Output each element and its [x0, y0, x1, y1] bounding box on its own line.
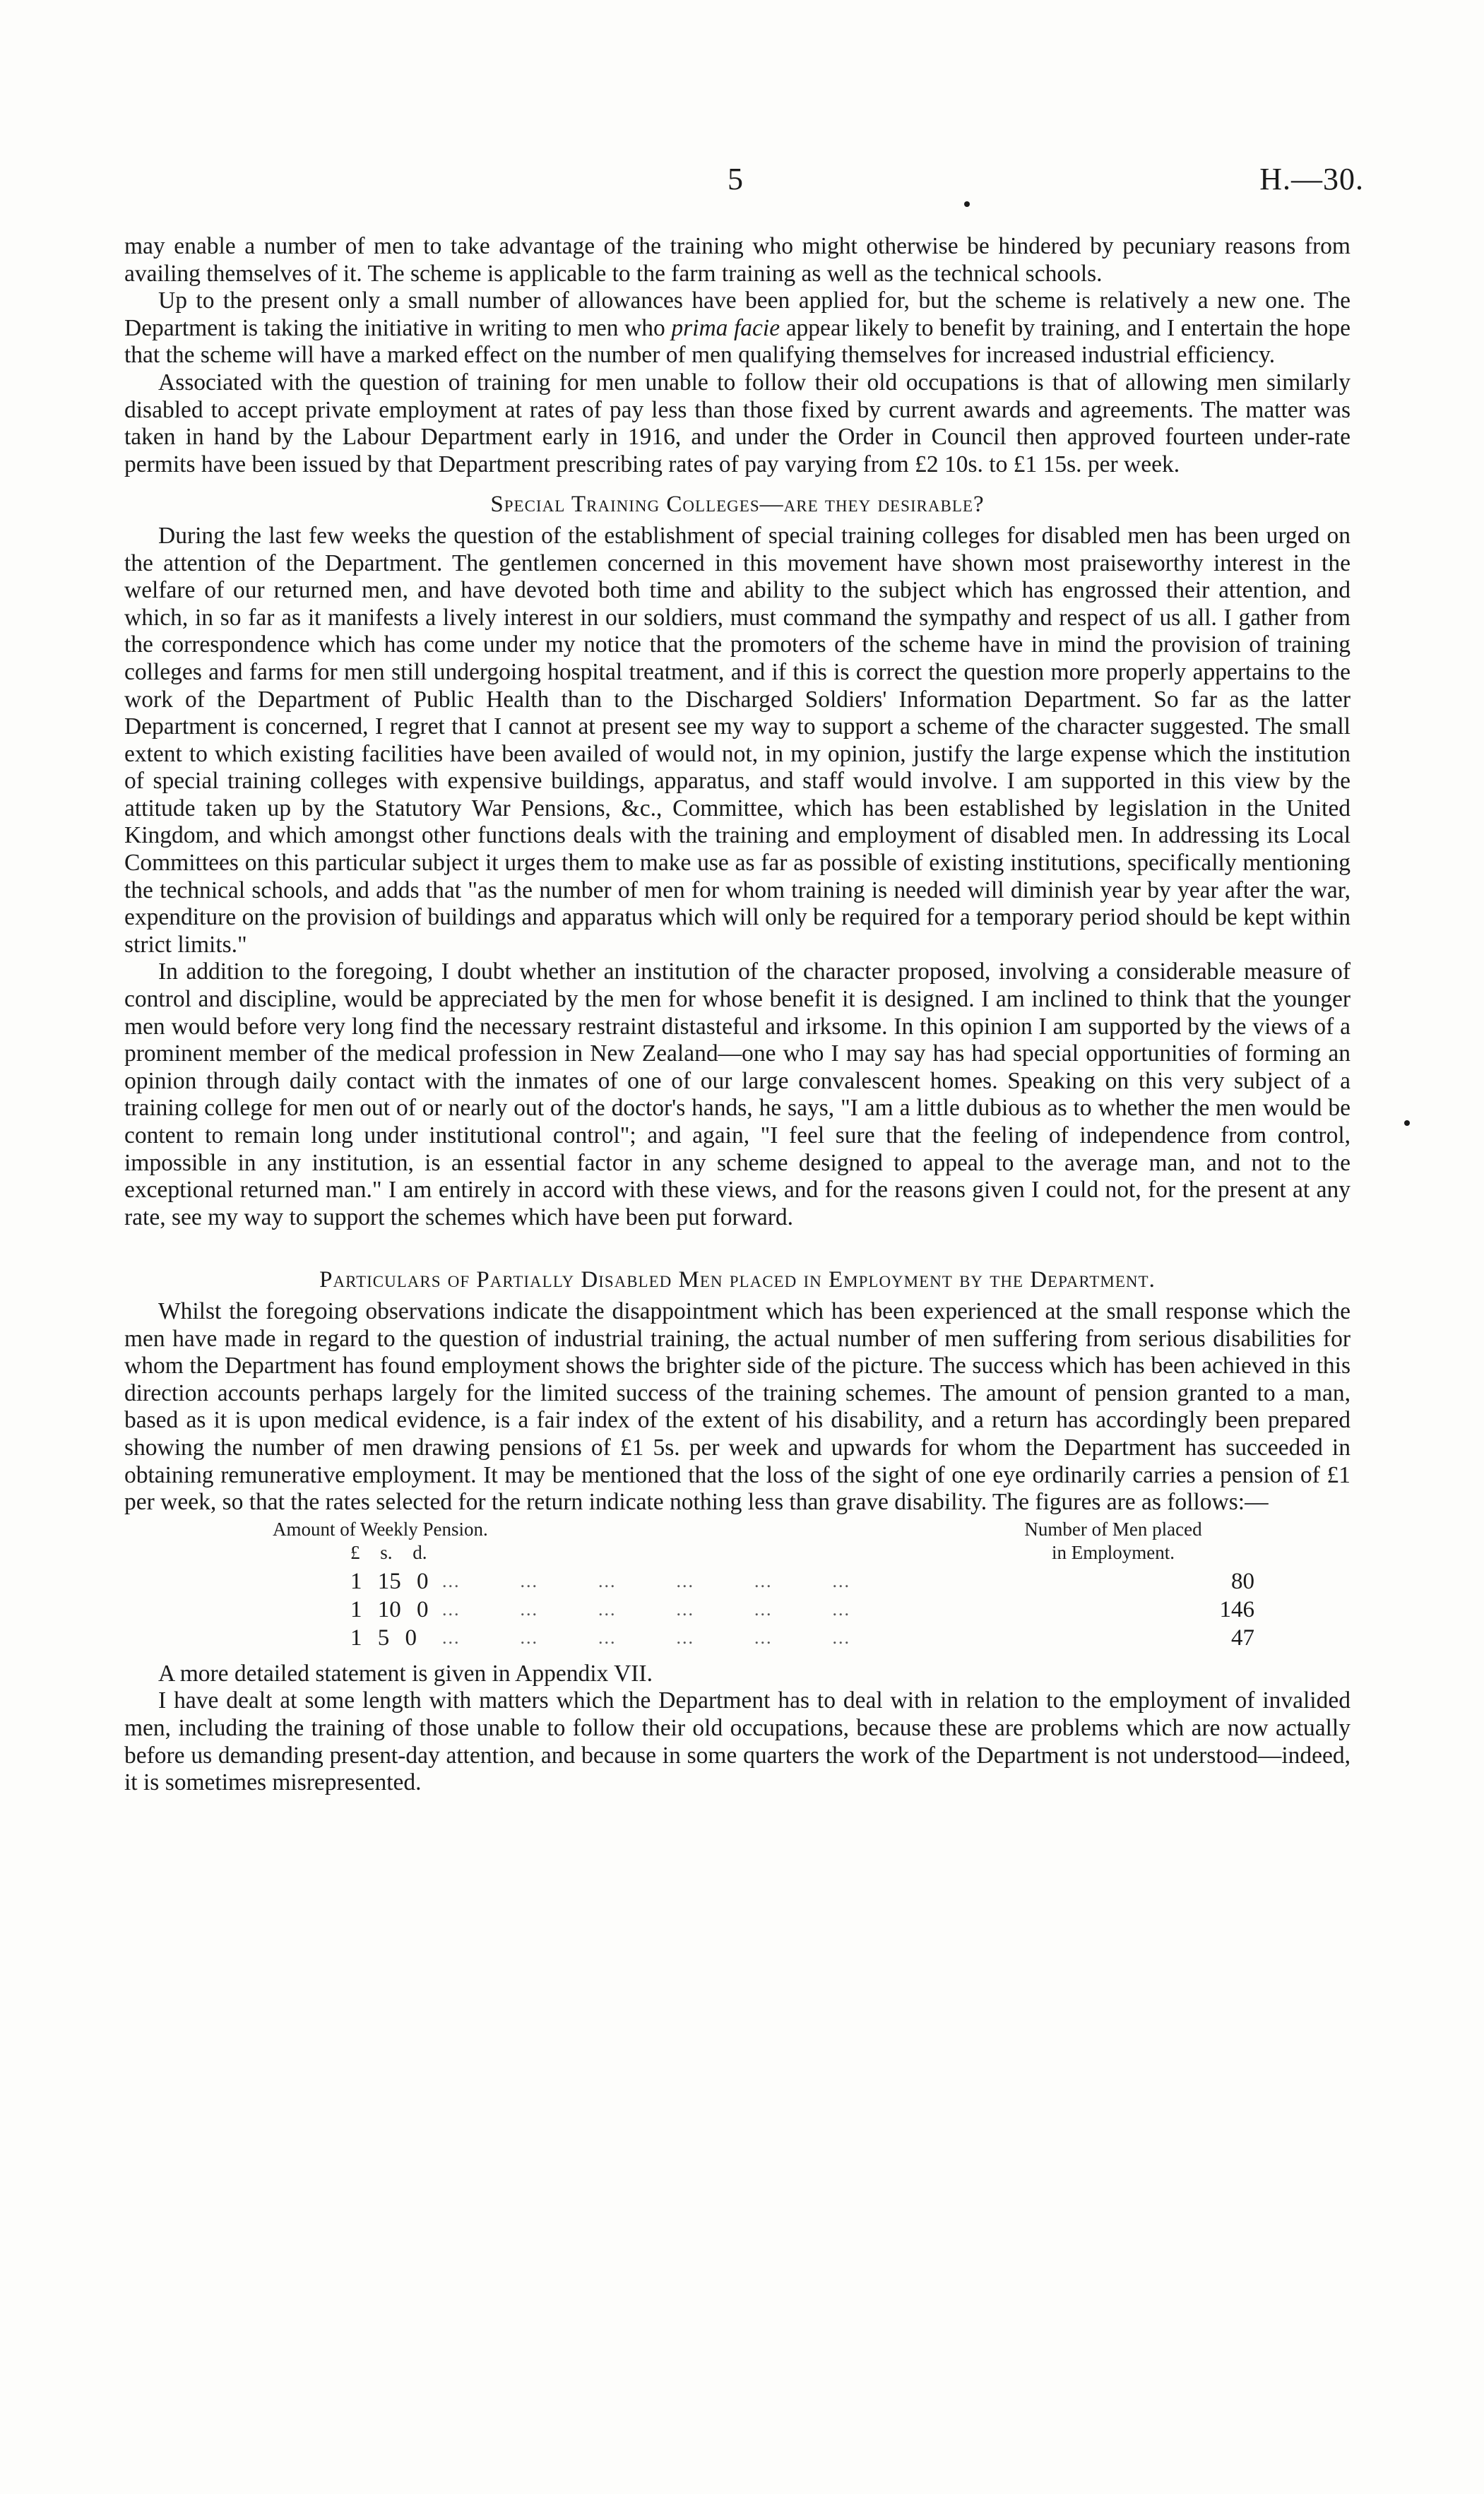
- pension-amount: 1 5 0: [350, 1625, 417, 1651]
- column-header-count: Number of Men placed in Employment.: [1024, 1518, 1202, 1563]
- latin-phrase: prima facie: [671, 314, 780, 341]
- page-number: 5: [728, 162, 743, 196]
- leader-dots: ... ... ... ... ... ...: [442, 1627, 850, 1648]
- pension-amount: 1 10 0: [350, 1596, 429, 1622]
- document-reference: H.—30.: [1259, 162, 1364, 196]
- pension-amount: 1 15 0: [350, 1568, 429, 1594]
- paragraph: Whilst the foregoing observations indicate the disappointment which has been experienced at the small response which the men have made in regard to the question of industrial training, the actual number of men suffering from serious disabilities for whom the Department has found employment shows the brighter side of the picture. The success which has been achieved in this direction accounts perhaps largely for the limited success of the training schemes. The amount of pension granted to a man, based as it is upon medical evidence, is a fair index of the extent of his disability, and a return has accordingly been prepared showing the number of men drawing pensions of £1 5s. per week and upwards for whom the Department has succeeded in obtaining remunerative employment. It may be mentioned that the loss of the sight of one eye ordinarily carries a pension of £1 per week, so that the rates selected for the return indicate nothing less than grave disability. The figures are as follows:—: [124, 1298, 1351, 1516]
- body-text: [124, 233, 1351, 1797]
- currency-units: £ s. d.: [350, 1541, 427, 1563]
- margin-dot-mark: [1404, 1120, 1410, 1126]
- paragraph: I have dealt at some length with matters which the Department has to deal with in relation to the employment of invalided men, including the training of those unable to follow their old occupations, because these are problems which are now actually before us demanding present-day attention, and because in some quarters the work of the Department is not understood—indeed, it is sometimes misrepresented.: [124, 1687, 1351, 1796]
- section-heading: Particulars of Partially Disabled Men placed in Employment by the Department.: [319, 1267, 1156, 1293]
- leader-dots: ... ... ... ... ... ...: [442, 1598, 850, 1620]
- table-row: [124, 1597, 1351, 1625]
- table-row: [124, 1625, 1351, 1653]
- paragraph: may enable a number of men to take advantage of the training who might otherwise be hindered by pecuniary reasons from availing themselves of it. The scheme is applicable to the farm training as well as the technical schools.: [124, 233, 1351, 287]
- page-header: [0, 161, 1484, 210]
- margin-dot-mark: [964, 201, 970, 207]
- paragraph: A more detailed statement is given in Appendix VII.: [158, 1660, 653, 1687]
- paragraph: Up to the present only a small number of allowances have been applied for, but the scheme is relatively a new one. The Department is taking the initiative in writing to men who prima facie appear likely to benefit by training, and I entertain the hope that the scheme will have a marked effect on the number of men qualifying themselves for increased industrial efficiency.: [124, 287, 1351, 369]
- leader-dots: ... ... ... ... ... ...: [442, 1570, 850, 1591]
- column-header-amount: Amount of Weekly Pension. £ s. d.: [273, 1518, 488, 1563]
- table-row: [124, 1569, 1351, 1597]
- men-placed-count: 80: [1231, 1568, 1254, 1594]
- paragraph: Associated with the question of training for men unable to follow their old occupations is that of allowing men similarly disabled to accept private employment at rates of pay less than those fixed by current awards and agreements. The matter was taken in hand by the Labour Department early in 1916, and under the Order in Council then approved fourteen under-rate permits have been issued by that Department prescribing rates of pay varying from £2 10s. to £1 15s. per week.: [124, 369, 1351, 477]
- paragraph: In addition to the foregoing, I doubt whether an institution of the character proposed, involving a considerable measure of control and discipline, would be appreciated by the men for whose benefit it is designed. I am inclined to think that the younger men would before very long find the necessary restraint distasteful and irksome. In this opinion I am supported by the views of a prominent member of the medical profession in New Zealand—one who I may say has had special opportunities of forming an opinion through daily contact with the inmates of one of our large convalescent homes. Speaking on this very subject of a training college for men out of or nearly out of the doctor's hands, he says, "I am a little dubious as to whether the men would be content to remain long under institutional control"; and again, "I feel sure that the feeling of independence from control, impossible in any institution, is an essential factor in any scheme designed to appeal to the average man, and not to the exceptional returned man." I am entirely in accord with these views, and for the reasons given I could not, for the present at any rate, see my way to support the schemes which have been put forward.: [124, 958, 1351, 1230]
- table-header: [124, 1518, 1351, 1569]
- pension-table: [124, 1518, 1351, 1653]
- section-heading: Special Training Colleges—are they desirable?: [490, 492, 985, 518]
- men-placed-count: 146: [1219, 1596, 1254, 1622]
- paragraph: During the last few weeks the question of the establishment of special training colleges for disabled men has been urged on the attention of the Department. The gentlemen concerned in this movement have shown most praiseworthy interest in the welfare of our returned men, and have devoted both time and ability to the subject which has engrossed their attention, and which, in so far as it manifests a lively interest in our soldiers, must command the sympathy and respect of us all. I gather from the correspondence which has come under my notice that the promoters of the scheme have in mind the provision of training colleges and farms for men still undergoing hospital treatment, and if this is correct the question more properly appertains to the work of the Department of Public Health than to the Discharged Soldiers' Information Department. So far as the latter Department is concerned, I regret that I cannot at present see my way to support a scheme of the character suggested. The small extent to which existing facilities have been availed of would not, in my opinion, justify the large expense which the institution of special training colleges with expensive buildings, apparatus, and staff would involve. I am supported in this view by the attitude taken up by the Statutory War Pensions, &c., Committee, which has been established by legislation in the United Kingdom, and which amongst other functions deals with the training and employment of disabled men. In addressing its Local Committees on this particular subject it urges them to make use as far as possible of existing institutions, specifically mentioning the technical schools, and adds that "as the number of men for whom training is needed will diminish year by year after the war, expenditure on the provision of buildings and apparatus which will only be required for a temporary period should be kept within strict limits.": [124, 522, 1351, 958]
- men-placed-count: 47: [1231, 1625, 1254, 1651]
